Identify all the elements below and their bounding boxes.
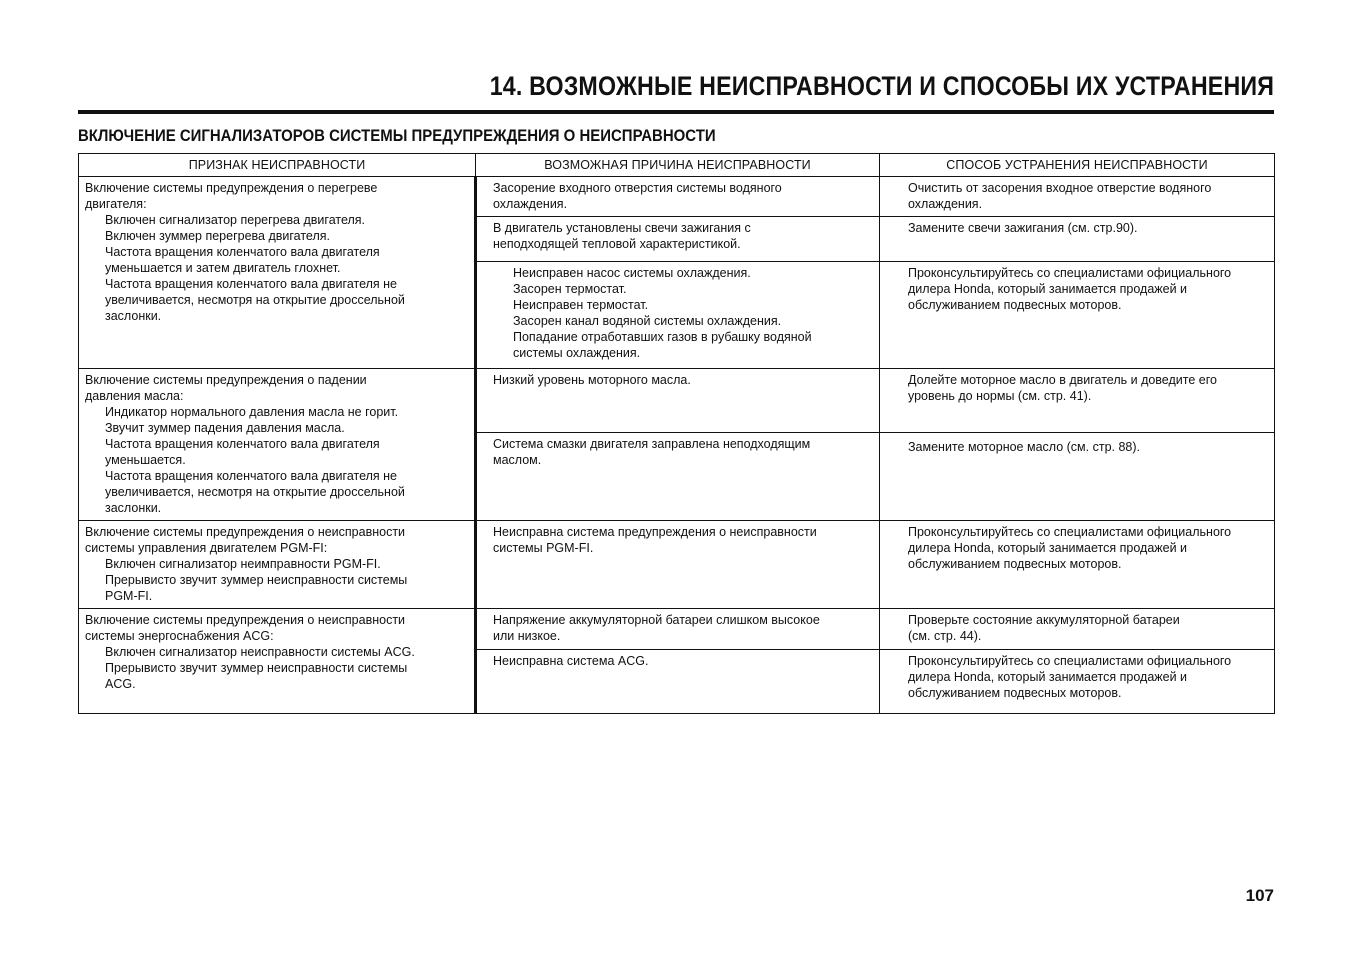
symptom-line: увеличивается, несмотря на открытие дроссельной	[105, 485, 405, 499]
column-header-remedy: СПОСОБ УСТРАНЕНИЯ НЕИСПРАВНОСТИ	[880, 154, 1275, 177]
cause-line: системы охлаждения.	[513, 346, 641, 360]
symptom-line: Включен сигнализатор неимправности PGM-FI.	[105, 557, 381, 571]
remedy-line: Проконсультируйтесь со специалистами официального	[908, 654, 1232, 668]
symptom-line: Частота вращения коленчатого вала двигателя	[105, 437, 380, 451]
symptom-line: Звучит зуммер падения давления масла.	[105, 421, 345, 435]
symptom-line: Включение системы предупреждения о перегреве	[85, 181, 378, 195]
remedy-cell	[880, 262, 1275, 369]
cause-line: В двигатель установлены свечи зажигания с	[493, 221, 751, 235]
symptom-line: двигателя:	[85, 197, 147, 211]
symptom-line: заслонки.	[105, 309, 162, 323]
table-row	[79, 177, 1275, 217]
cause-line: маслом.	[493, 453, 542, 468]
remedy-cell	[880, 521, 1275, 609]
symptom-line: Частота вращения коленчатого вала двигателя не	[105, 469, 398, 483]
symptom-line: увеличивается, несмотря на открытие дроссельной	[105, 293, 405, 307]
remedy-line: Замените свечи зажигания (см. стр.90).	[908, 221, 1138, 235]
symptom-line: давления масла:	[85, 389, 184, 403]
remedy-line: дилера Honda, который занимается продажей и	[908, 282, 1188, 296]
cause-cell	[476, 177, 880, 217]
table-row	[79, 369, 1275, 433]
symptom-cell	[79, 609, 476, 714]
remedy-cell	[880, 609, 1275, 650]
remedy-cell	[880, 433, 1275, 521]
cause-line: или низкое.	[493, 629, 561, 643]
cause-cell	[476, 433, 880, 521]
remedy-line: Проконсультируйтесь со специалистами официального	[908, 525, 1232, 539]
remedy-line: уровень до нормы (см. стр. 41).	[908, 389, 1092, 403]
cause-line: неподходящей тепловой характеристикой.	[493, 237, 741, 251]
table-row	[79, 609, 1275, 650]
cause-line: системы PGM-FI.	[493, 541, 594, 555]
symptom-line: Включение системы предупреждения о неисправности	[85, 613, 406, 627]
remedy-line: обслуживанием подвесных моторов.	[908, 686, 1122, 700]
symptom-line: Прерывисто звучит зуммер неисправности системы	[105, 573, 408, 587]
symptom-line: Включение системы предупреждения о падении	[85, 373, 367, 387]
symptom-line: Включен сигнализатор перегрева двигателя.	[105, 213, 366, 227]
symptom-line: заслонки.	[105, 501, 162, 515]
cause-line: Засорен канал водяной системы охлаждения.	[513, 314, 782, 328]
cause-line: Неисправен термостат.	[513, 298, 649, 312]
symptom-line: Прерывисто звучит зуммер неисправности системы	[105, 661, 408, 675]
cause-line: Попадание отработавших газов в рубашку водяной	[513, 330, 812, 344]
remedy-line: дилера Honda, который занимается продажей и	[908, 541, 1188, 555]
remedy-line: Очистить от засорения входное отверстие водяного	[908, 181, 1212, 195]
symptom-line: системы управления двигателем PGM-FI:	[85, 541, 328, 555]
symptom-line: Включен сигнализатор неисправности системы ACG.	[105, 645, 415, 659]
remedy-cell	[880, 650, 1275, 714]
cause-line: Неисправна система ACG.	[493, 654, 649, 668]
remedy-line: Замените моторное масло (см. стр. 88).	[908, 440, 1141, 455]
symptom-line: Частота вращения коленчатого вала двигателя	[105, 245, 380, 259]
remedy-line: дилера Honda, который занимается продажей и	[908, 670, 1188, 684]
symptom-cell	[79, 521, 476, 609]
cause-line: Низкий уровень моторного масла.	[493, 373, 691, 387]
symptom-line: PGM-FI.	[105, 589, 153, 603]
remedy-line: Проверьте состояние аккумуляторной батареи	[908, 613, 1180, 627]
cause-line: Неисправна система предупреждения о неисправности	[493, 525, 817, 539]
remedy-line: Долейте моторное масло в двигатель и доведите его	[908, 373, 1217, 387]
cause-line: Засорен термостат.	[513, 282, 627, 296]
symptom-line: Включение системы предупреждения о неисправности	[85, 525, 406, 539]
cause-line: Засорение входного отверстия системы водяного	[493, 181, 782, 195]
cause-line: Неисправен насос системы охлаждения.	[513, 266, 751, 280]
troubleshooting-table	[78, 153, 1275, 714]
column-header-symptom: ПРИЗНАК НЕИСПРАВНОСТИ	[79, 154, 476, 177]
remedy-line: (см. стр. 44).	[908, 629, 982, 643]
cause-line: Система смазки двигателя заправлена неподходящим	[493, 437, 811, 452]
cause-line: Напряжение аккумуляторной батареи слишком высокое	[493, 613, 820, 627]
remedy-line: обслуживанием подвесных моторов.	[908, 298, 1122, 312]
symptom-cell	[79, 369, 476, 521]
symptom-line: Частота вращения коленчатого вала двигателя не	[105, 277, 398, 291]
cause-cell	[476, 650, 880, 714]
symptom-line: Индикатор нормального давления масла не горит.	[105, 405, 399, 419]
section-title: ВКЛЮЧЕНИЕ СИГНАЛИЗАТОРОВ СИСТЕМЫ ПРЕДУПРЕЖДЕНИЯ О НЕИСПРАВНОСТИ	[78, 126, 716, 145]
remedy-line: охлаждения.	[908, 197, 983, 211]
symptom-line: ACG.	[105, 677, 136, 691]
symptom-line: Включен зуммер перегрева двигателя.	[105, 229, 330, 243]
chapter-title: 14. ВОЗМОЖНЫЕ НЕИСПРАВНОСТИ И СПОСОБЫ ИХ УСТРАНЕНИЯ	[489, 71, 1274, 101]
cause-cell	[476, 262, 880, 369]
symptom-cell	[79, 177, 476, 369]
table-row	[79, 521, 1275, 609]
column-header-cause: ВОЗМОЖНАЯ ПРИЧИНА НЕИСПРАВНОСТИ	[476, 154, 880, 177]
page-number: 107	[1245, 886, 1274, 905]
cause-line: охлаждения.	[493, 197, 568, 211]
title-rule	[78, 110, 1274, 114]
symptom-line: уменьшается и затем двигатель глохнет.	[105, 261, 341, 275]
remedy-cell	[880, 217, 1275, 262]
remedy-line: Проконсультируйтесь со специалистами официального	[908, 266, 1232, 280]
cause-cell	[476, 369, 880, 433]
cause-cell	[476, 609, 880, 650]
remedy-cell	[880, 177, 1275, 217]
remedy-cell	[880, 369, 1275, 433]
remedy-line: обслуживанием подвесных моторов.	[908, 557, 1122, 571]
table-header-row	[79, 154, 1275, 177]
cause-cell	[476, 217, 880, 262]
symptom-line: системы энергоснабжения ACG:	[85, 629, 274, 643]
cause-cell	[476, 521, 880, 609]
symptom-line: уменьшается.	[105, 453, 186, 467]
